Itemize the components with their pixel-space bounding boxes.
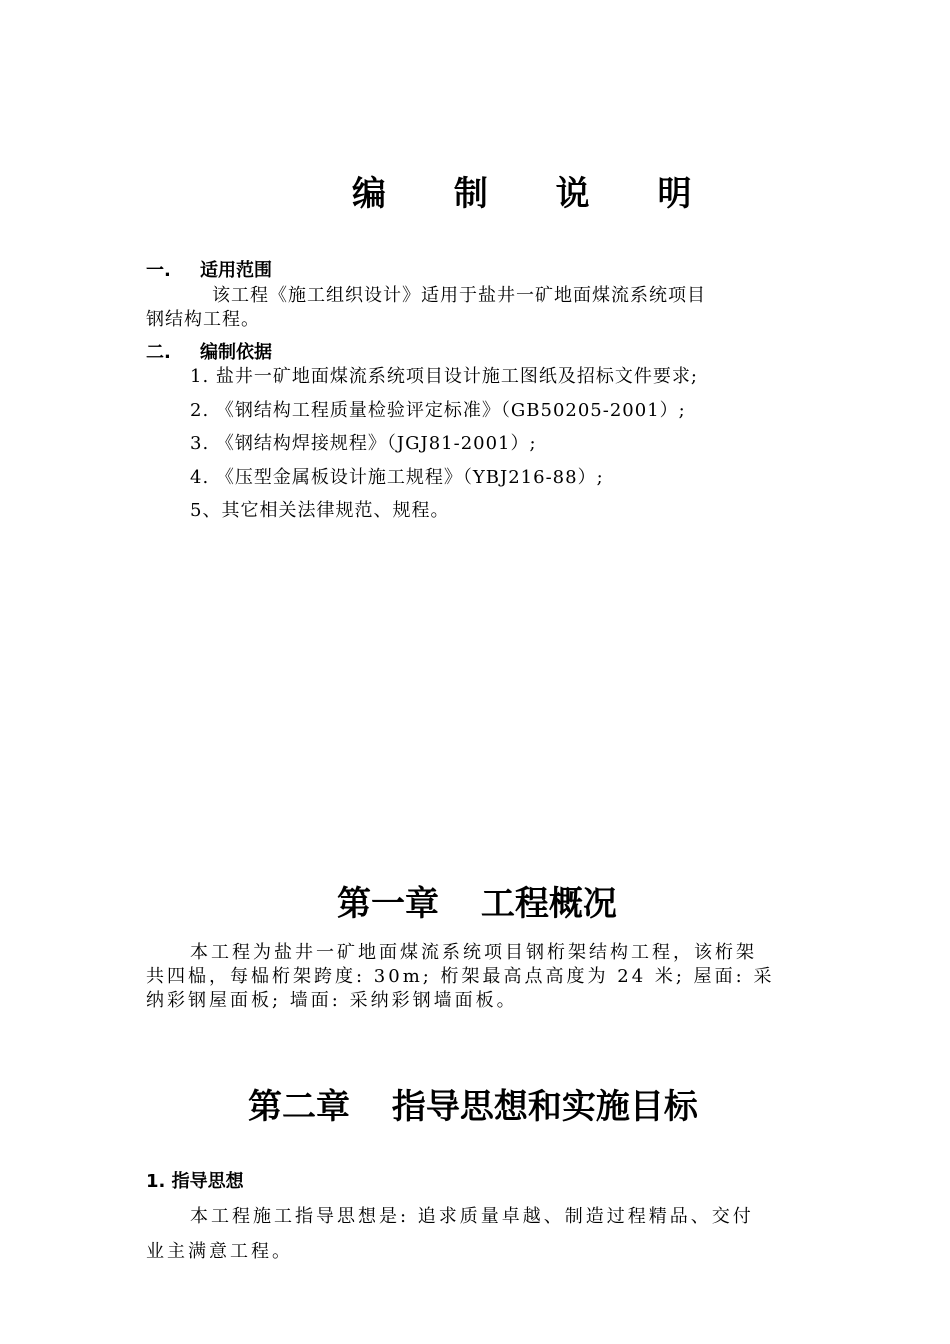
- section2-number: 二.: [146, 342, 171, 363]
- section1-heading: 适用范围: [200, 260, 272, 281]
- section2-item-4: 4. 《压型金属板设计施工规程》（YBJ216-88）;: [190, 467, 604, 488]
- chapter2-sub1-line-1: 本工程施工指导思想是: 追求质量卓越、制造过程精品、交付: [190, 1206, 754, 1227]
- section1-line-1: 该工程《施工组织设计》适用于盐井一矿地面煤流系统项目: [212, 285, 706, 306]
- section1-line-2: 钢结构工程。: [146, 309, 260, 330]
- chapter2-title: 第二章 指导思想和实施目标: [248, 1087, 698, 1127]
- section2-heading: 编制依据: [200, 342, 272, 363]
- chapter2-sub1-heading: 1. 指导思想: [146, 1171, 244, 1192]
- chapter1-line-3: 纳彩钢屋面板; 墙面: 采纳彩钢墙面板。: [146, 990, 518, 1011]
- chapter1-title: 第一章 工程概况: [337, 884, 617, 924]
- section1-number: 一.: [146, 260, 171, 281]
- chapter2-sub1-line-2: 业主满意工程。: [146, 1241, 293, 1262]
- section2-item-3: 3. 《钢结构焊接规程》（JGJ81-2001）;: [190, 433, 537, 454]
- page-title: 编 制 说 明: [352, 174, 720, 214]
- section2-item-1: 1. 盐井一矿地面煤流系统项目设计施工图纸及招标文件要求;: [190, 366, 698, 387]
- chapter1-line-1: 本工程为盐井一矿地面煤流系统项目钢桁架结构工程，该桁架: [190, 942, 757, 963]
- section2-item-5: 5、其它相关法律规范、规程。: [190, 500, 450, 521]
- section2-item-2: 2. 《钢结构工程质量检验评定标准》（GB50205-2001）;: [190, 400, 686, 421]
- chapter1-line-2: 共四榀，每榀桁架跨度: 30m; 桁架最高点高度为 24 米; 屋面: 采: [146, 966, 775, 987]
